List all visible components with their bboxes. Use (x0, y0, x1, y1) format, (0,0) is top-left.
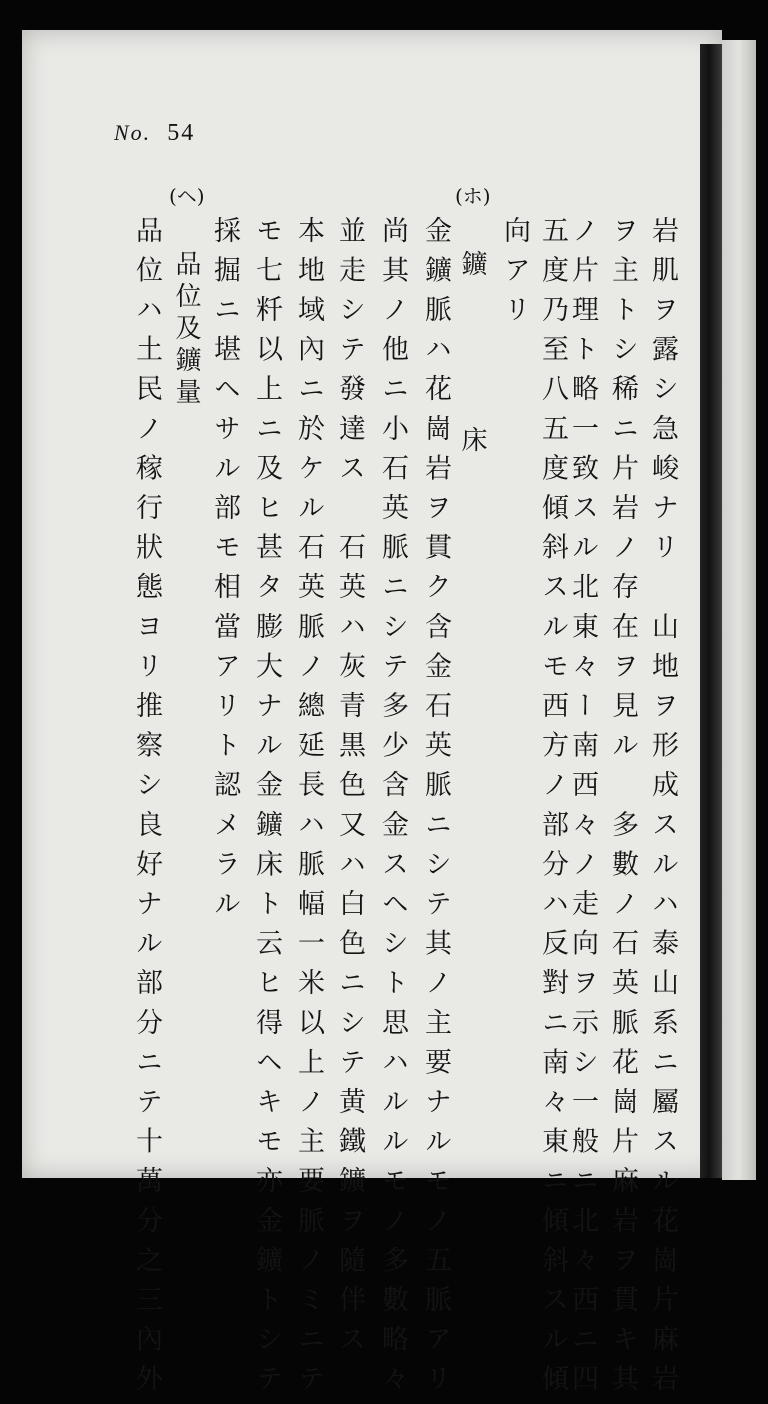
text-column: 並走シテ發達ス 石英ハ灰青黒色又ハ白色ニシテ黄鐵鑛ヲ隨伴ス (334, 216, 365, 1365)
text-column: 金鑛脈ハ花崗岩ヲ貫ク含金石英脈ニシテ其ノ主要ナルモノ五脈アリ (420, 216, 451, 1404)
page-edge (722, 40, 756, 1180)
text-column: 向アリ (499, 216, 530, 335)
text-column: 五度乃至八五度傾斜スルモ西方ノ部分ハ反對ニ南々東ニ傾斜スル傾 (537, 216, 568, 1404)
page-number-prefix: No. (114, 120, 152, 145)
book-spine (700, 44, 722, 1178)
page-number (114, 120, 195, 147)
section-title-ho: 鑛 床 (457, 250, 487, 514)
section-title-he: 品位及鑛量 (171, 250, 201, 410)
section-marker-ho: (ホ) (455, 184, 491, 208)
text-column: 品位ハ土民ノ稼行狀態ヨリ推察シ良好ナル部分ニテ十萬分之三內外 (131, 216, 162, 1404)
text-column: 採掘ニ堪ヘサル部モ相當アリト認メラル (209, 216, 240, 929)
text-column: 尚其ノ他ニ小石英脈ニシテ多少含金スヘシト思ハルルモノ多數略々 (377, 216, 408, 1404)
section-marker-he: (ヘ) (169, 184, 205, 208)
page-number-value: 54 (167, 120, 196, 146)
text-column: ノ片理ト略一致スル北東々ー南西々ノ走向ヲ示シ一般ニ北々西ニ四 (567, 216, 598, 1404)
text-column: 岩肌ヲ露シ急峻ナリ 山地ヲ形成スルハ泰山系ニ屬スル花崗片麻岩 (647, 216, 678, 1404)
text-column: ヲ主トシ稀ニ片岩ノ存在ヲ見ル 多數ノ石英脈花崗片麻岩ヲ貫キ其 (607, 216, 638, 1404)
text-column: 本地域內ニ於ケル石英脈ノ總延長ハ脈幅一米以上ノ主要脈ノミニテ (293, 216, 324, 1404)
text-column: モ七粁以上ニ及ヒ甚タ膨大ナル金鑛床ト云ヒ得ヘキモ亦金鑛トシテ (251, 216, 282, 1404)
